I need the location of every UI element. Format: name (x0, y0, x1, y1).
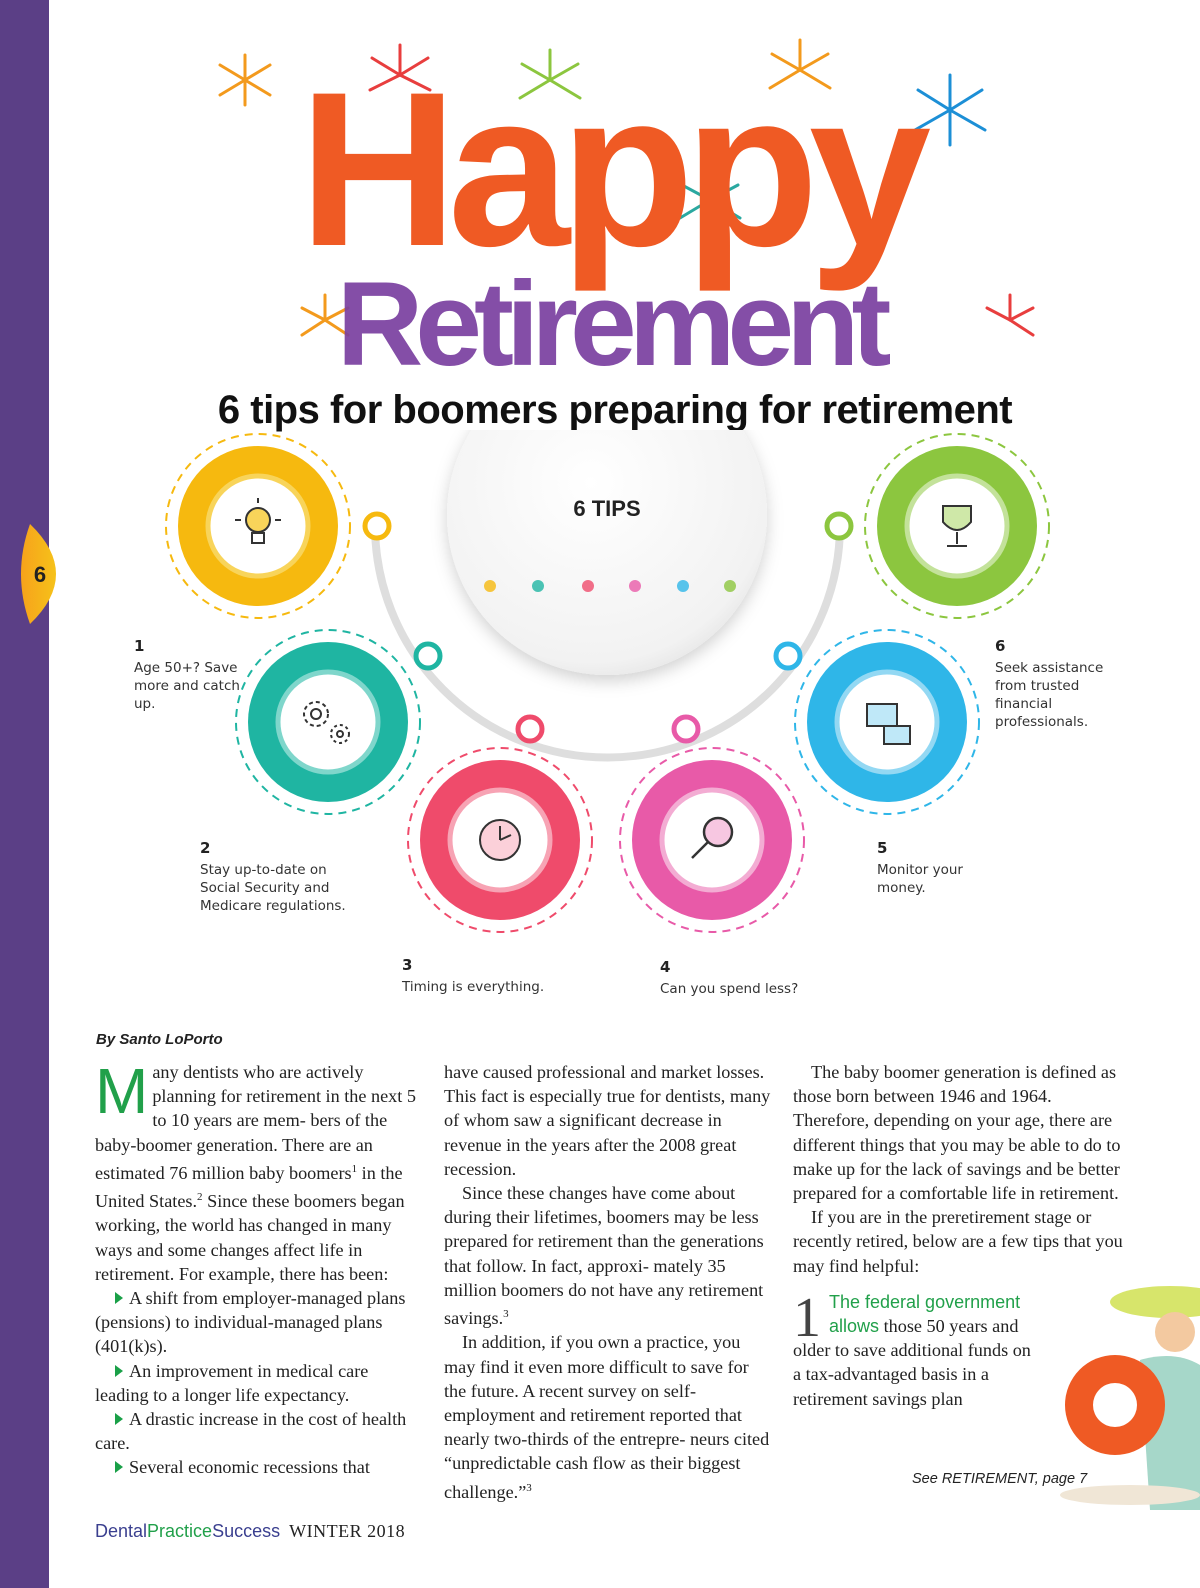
paragraph: Since these changes have come about during their lifetimes, boomers may be less prepared for retirement than the generations that follow. In fact, approxi- mately 35 million boomers do not have any retirement savings.$^3$ (444, 1183, 764, 1329)
brand-dental: Dental (95, 1521, 148, 1541)
tip-6-badge (865, 434, 1049, 618)
tip-text: Timing is everything. (402, 979, 545, 995)
article-column-1 (95, 1055, 420, 1480)
brand-success: Success (212, 1521, 281, 1541)
footer (95, 1521, 405, 1542)
tip-2-label (200, 839, 350, 915)
center-circle (447, 430, 767, 675)
bullet-triangle-icon (115, 1461, 123, 1473)
byline: By Santo LoPorto (96, 1031, 223, 1048)
tip-text: Seek assistance from trusted financial professionals. (995, 660, 1104, 730)
paragraph: Many dentists who are actively planning for retirement in the next 5 to 10 years are mem- bers of the baby-boomer generation. There are an estimated 76 million baby boomers$^1$ in the United States.$^2$ Since these boomers began working, the world has changed in many ways and some changes affect life in retirement. For example, there has been: (95, 1055, 416, 1284)
tip-1-badge (166, 434, 350, 618)
tip-number: 5 (877, 839, 888, 857)
happy-retirement-title (150, 20, 1070, 400)
bullet-triangle-icon (115, 1413, 123, 1425)
bullet-item: An improvement in medical care leading to a longer life expectancy. (95, 1360, 369, 1405)
article-column-2 (444, 1060, 774, 1504)
tip-number: 6 (995, 637, 1006, 655)
tip-number: 4 (660, 958, 671, 976)
paragraph: If you are in the preretirement stage or recently retired, below are a few tips that you may find helpful: (793, 1207, 1123, 1276)
tip-4-badge (620, 748, 804, 932)
bullet-triangle-icon (115, 1292, 123, 1304)
continued-link[interactable]: See RETIREMENT, page 7 (912, 1471, 1088, 1487)
tip-number: 2 (200, 839, 211, 857)
title-line-happy: Happy (298, 46, 922, 292)
paragraph: In addition, if you own a practice, you may find it even more difficult to save for the future. A recent survey on self- employment and retirement reported that nearly two-thirds of the entrepre- neurs cited “unpredictable cash flow as their biggest challenge.”$^3$ (444, 1332, 770, 1502)
center-label: 6 TIPS (573, 496, 641, 521)
drop-cap: M (95, 1055, 149, 1127)
title-line-retirement: Retirement (336, 257, 884, 391)
bullet-triangle-icon (115, 1365, 123, 1377)
tip-text: Can you spend less? (660, 981, 799, 997)
bullet-item: A drastic increase in the cost of health care. (95, 1408, 407, 1454)
tip-text: Stay up-to-date on Social Security and Medicare regulations. (200, 862, 346, 914)
tip-6-label (995, 637, 1115, 731)
sidebar-stripe (0, 0, 49, 1588)
tip-number-cap: 1 (793, 1286, 821, 1349)
issue-date: WINTER 2018 (289, 1521, 406, 1541)
brand-practice: Practice (147, 1521, 213, 1541)
retiree-illustration (1060, 1280, 1200, 1510)
tip-3-badge (408, 748, 592, 932)
tip-3-label (402, 956, 562, 996)
paragraph: The baby boomer generation is defined as those born between 1946 and 1964. Therefore, depending on your age, there are different things that you may be able to do to make up for the lack of savings and be better prepared for a comfortable life in retirement. (793, 1062, 1121, 1204)
article-subtitle: 6 tips for boomers preparing for retirement (217, 388, 1013, 432)
tip-number: 1 (134, 637, 145, 655)
tip-5-badge (795, 630, 979, 814)
tip-text: Monitor your money. (877, 862, 963, 896)
tip-number: 3 (402, 956, 413, 974)
bullet-item: A shift from employer-managed plans (pensions) to individual-managed plans (401(k)s). (95, 1287, 406, 1357)
clock-icon (480, 820, 520, 860)
tip-1-label (134, 637, 244, 713)
tip-5-label (877, 839, 977, 897)
paragraph: have caused professional and market losses. This fact is especially true for dentists, many of whom saw a significant decrease in revenue in the years after the 2008 great recession. (444, 1062, 771, 1179)
page-number: 6 (33, 562, 47, 587)
tip-paragraph: 1 The federal government allows those 50 years and older to save additional funds on a tax-advantaged basis in a retirement savings plan (793, 1286, 1031, 1409)
tip-4-label (660, 958, 810, 998)
tip-2-badge (236, 630, 420, 814)
bullet-item: Several economic recessions that (95, 1455, 420, 1479)
tip-text: Age 50+? Save more and catch up. (134, 660, 240, 712)
